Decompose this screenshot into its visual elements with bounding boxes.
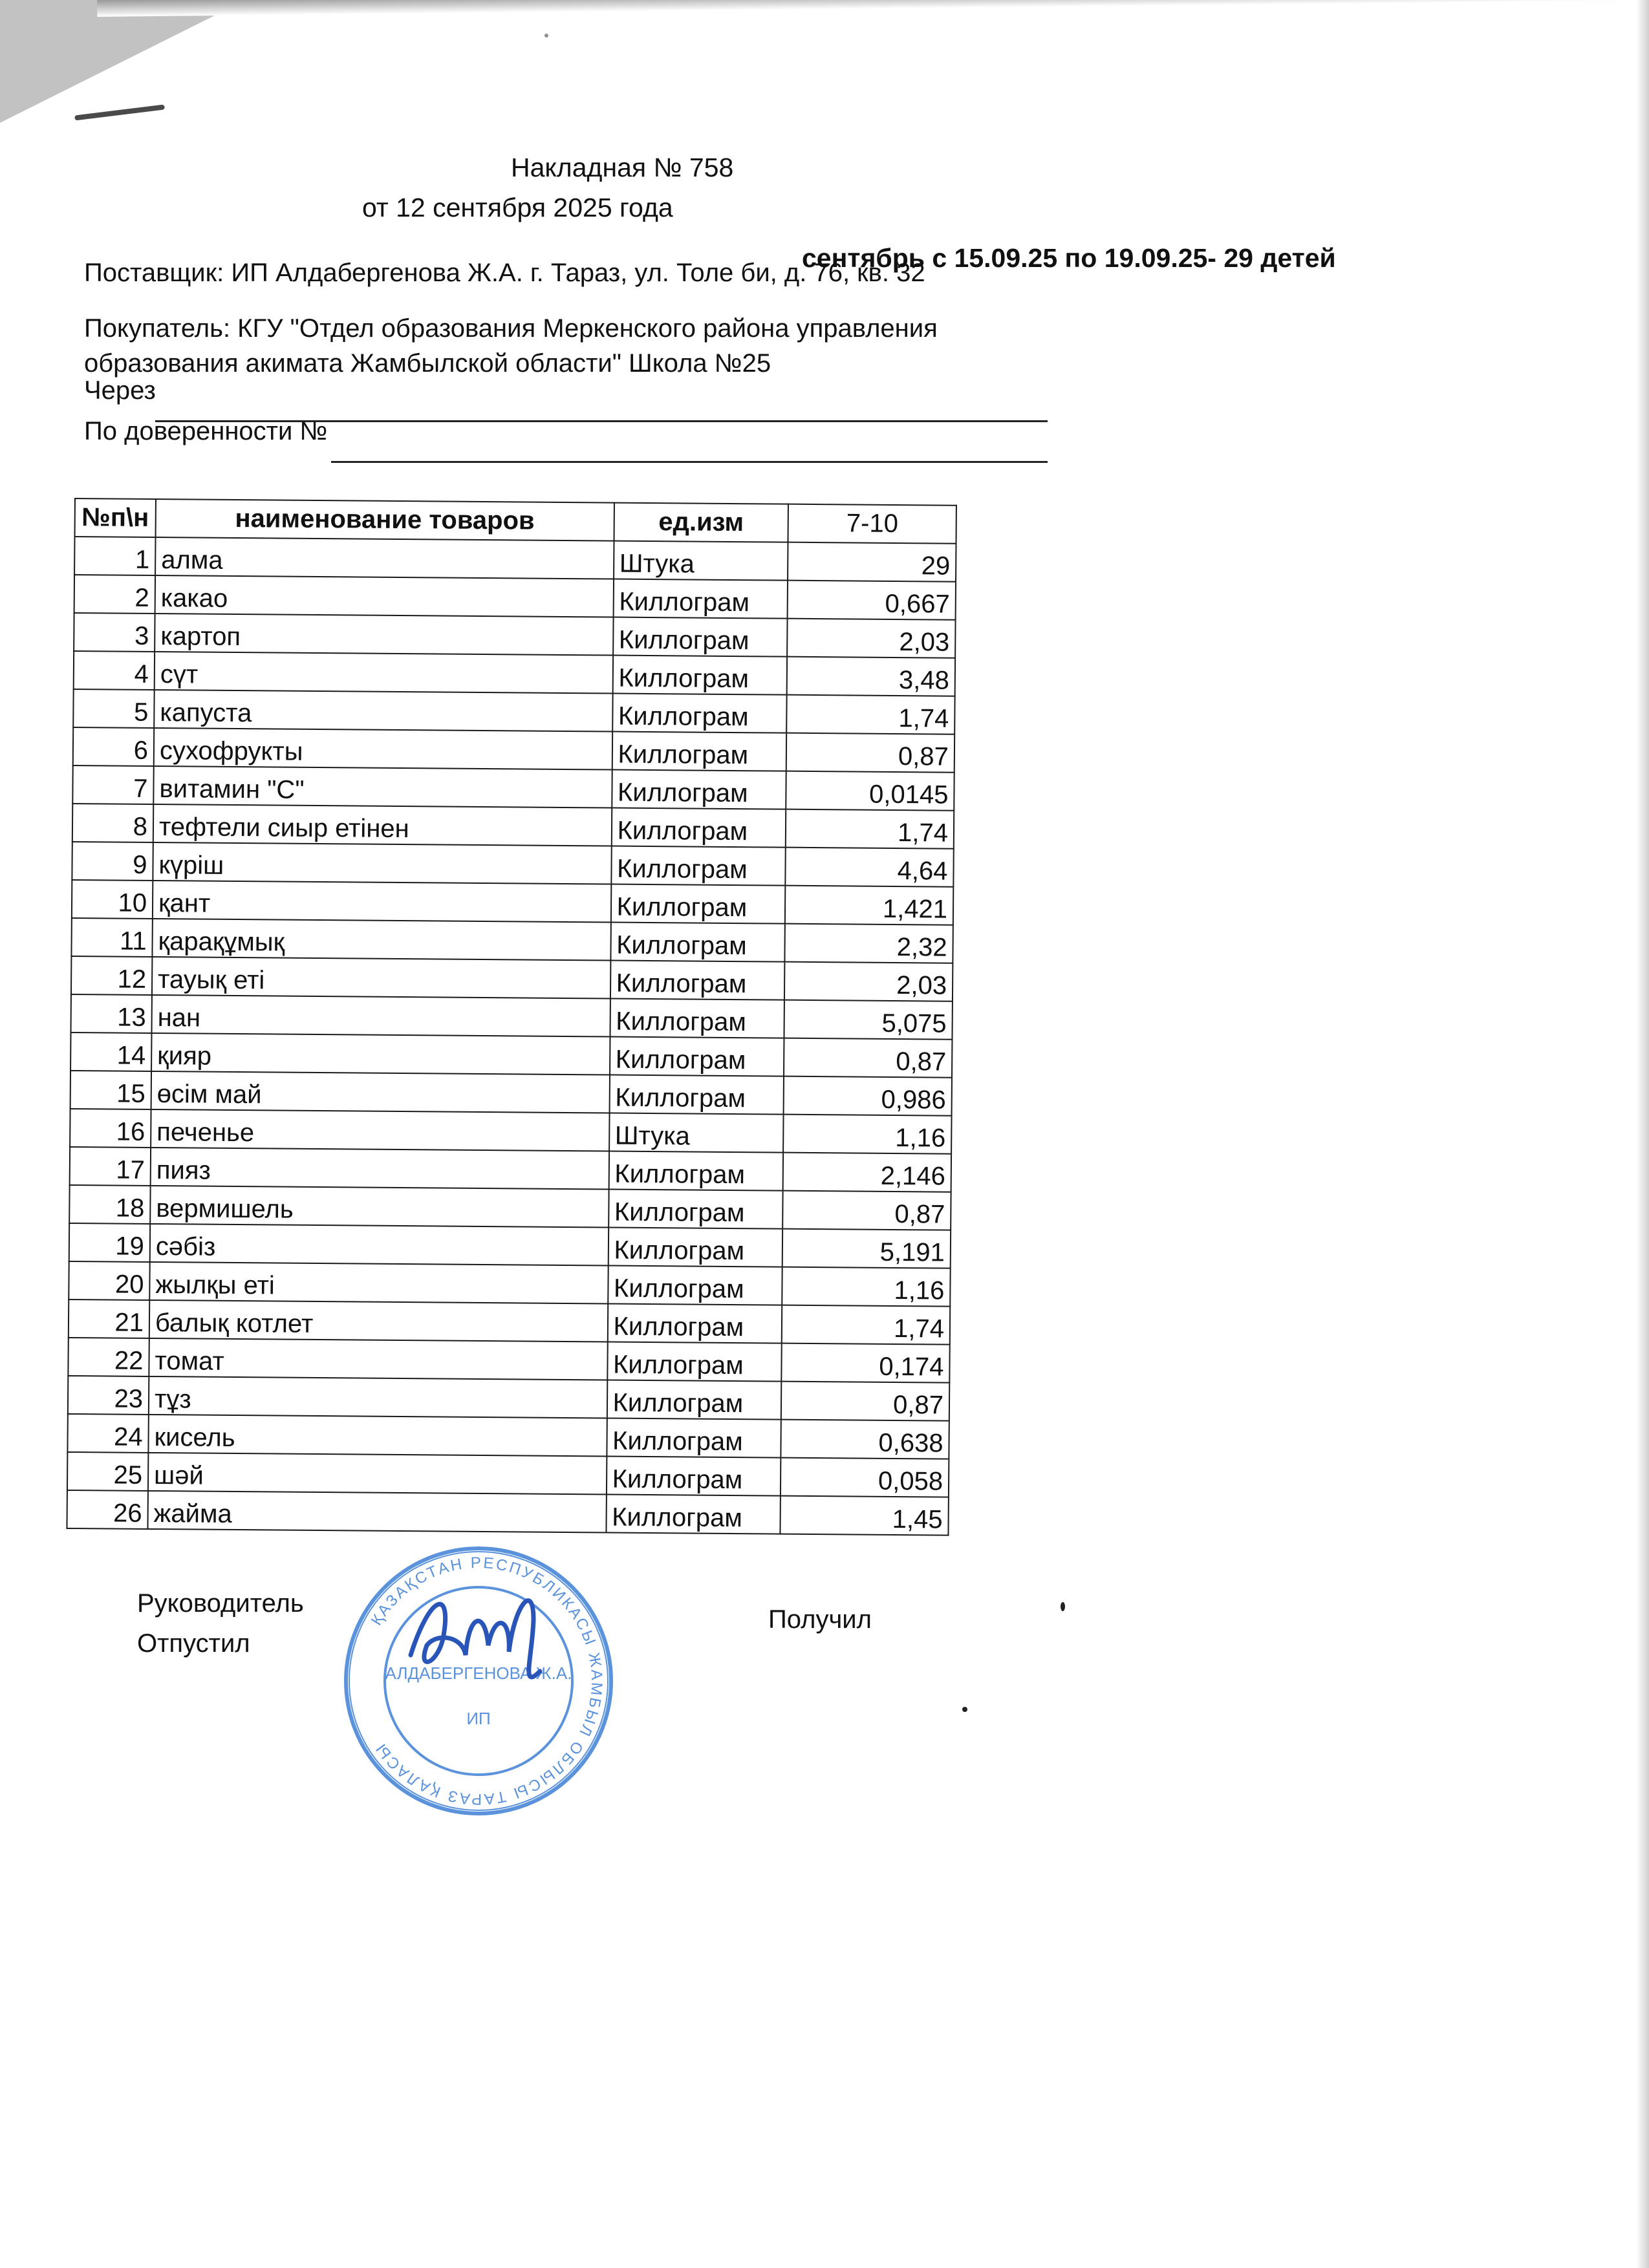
row-quantity: 1,74 bbox=[787, 695, 955, 734]
row-number: 21 bbox=[69, 1300, 149, 1338]
row-number: 3 bbox=[74, 613, 155, 652]
table-row bbox=[72, 765, 954, 811]
row-unit: Киллограм bbox=[609, 1190, 783, 1229]
row-quantity: 0,986 bbox=[784, 1076, 952, 1116]
row-number: 16 bbox=[70, 1109, 151, 1148]
row-goods-name: алма bbox=[155, 537, 614, 579]
row-unit: Киллограм bbox=[606, 1495, 781, 1534]
row-quantity: 4,64 bbox=[786, 848, 954, 887]
row-goods-name: жылқы еті bbox=[149, 1262, 608, 1304]
row-quantity: 3,48 bbox=[787, 657, 955, 696]
buyer-line-2: образования акимата Жамбылской области" Школа №25 bbox=[84, 349, 771, 378]
row-number: 22 bbox=[68, 1338, 149, 1376]
row-unit: Штука bbox=[614, 541, 788, 581]
row-quantity: 1,45 bbox=[781, 1496, 949, 1535]
row-unit: Киллограм bbox=[607, 1380, 781, 1420]
row-unit: Киллограм bbox=[612, 656, 787, 695]
table-row bbox=[67, 1414, 949, 1459]
table-row bbox=[69, 1261, 950, 1307]
row-unit: Киллограм bbox=[610, 999, 784, 1038]
row-unit: Киллограм bbox=[613, 617, 788, 657]
buyer-line-1: Покупатель: КГУ "Отдел образования Меркенского района управления bbox=[84, 314, 938, 343]
row-goods-name: тефтели сиыр етінен bbox=[153, 804, 612, 846]
row-goods-name: какао bbox=[155, 575, 614, 617]
invoice-period: сентябрь с 15.09.25 по 19.09.25- 29 детей bbox=[802, 243, 1336, 273]
company-stamp bbox=[339, 1542, 618, 1820]
head-signature-label: Руководитель bbox=[137, 1589, 304, 1618]
row-unit: Киллограм bbox=[609, 1151, 783, 1191]
table-row bbox=[71, 918, 953, 963]
row-unit: Киллограм bbox=[613, 579, 788, 619]
row-unit: Киллограм bbox=[610, 1037, 784, 1076]
scan-corner-shadow bbox=[0, 0, 246, 123]
row-goods-name: қияр bbox=[151, 1033, 610, 1075]
received-signature-label: Получил bbox=[768, 1605, 872, 1634]
row-unit: Киллограм bbox=[610, 961, 785, 1000]
row-number: 13 bbox=[71, 994, 152, 1033]
row-number: 15 bbox=[70, 1071, 151, 1109]
row-unit: Киллограм bbox=[611, 808, 786, 848]
proxy-fill-line bbox=[331, 461, 1048, 463]
row-number: 5 bbox=[73, 689, 154, 728]
row-goods-name: тұз bbox=[149, 1376, 607, 1418]
stamp-bottom-text: ИП bbox=[466, 1709, 491, 1728]
row-number: 17 bbox=[70, 1147, 151, 1186]
proxy-label: По доверенности № bbox=[84, 417, 328, 445]
row-goods-name: капуста bbox=[154, 690, 612, 732]
table-row bbox=[67, 1452, 949, 1497]
table-row bbox=[71, 994, 953, 1040]
row-goods-name: сүт bbox=[155, 652, 613, 694]
via-label: Через bbox=[84, 376, 156, 405]
row-number: 23 bbox=[68, 1376, 149, 1415]
row-goods-name: печенье bbox=[151, 1109, 609, 1151]
header-number: №п\н bbox=[75, 498, 156, 537]
row-number: 9 bbox=[72, 842, 153, 881]
row-unit: Штука bbox=[609, 1113, 784, 1153]
row-quantity: 1,16 bbox=[782, 1267, 951, 1307]
row-goods-name: балық котлет bbox=[149, 1300, 608, 1342]
table-row bbox=[70, 1071, 952, 1116]
row-goods-name: шәй bbox=[148, 1453, 607, 1495]
row-unit: Киллограм bbox=[610, 884, 785, 924]
row-goods-name: қант bbox=[153, 881, 611, 923]
row-quantity: 2,146 bbox=[783, 1153, 951, 1192]
scan-speck bbox=[544, 34, 548, 37]
row-quantity: 2,03 bbox=[784, 962, 953, 1001]
row-quantity: 1,16 bbox=[783, 1115, 951, 1154]
row-unit: Киллограм bbox=[609, 1075, 784, 1115]
row-number: 7 bbox=[72, 765, 153, 804]
invoice-title: Накладная № 758 bbox=[511, 153, 734, 182]
table-row bbox=[69, 1300, 950, 1345]
row-number: 25 bbox=[67, 1452, 148, 1491]
row-quantity: 0,174 bbox=[782, 1343, 950, 1383]
table-row bbox=[72, 880, 953, 925]
row-goods-name: пияз bbox=[151, 1148, 609, 1190]
row-quantity: 2,32 bbox=[785, 924, 953, 963]
scan-right-edge bbox=[1636, 0, 1649, 2268]
table-row bbox=[74, 651, 955, 696]
row-unit: Киллограм bbox=[606, 1457, 781, 1496]
row-number: 20 bbox=[69, 1261, 149, 1300]
row-quantity: 0,87 bbox=[783, 1191, 951, 1230]
row-goods-name: тауық еті bbox=[152, 957, 610, 999]
row-number: 18 bbox=[69, 1185, 150, 1224]
table-row bbox=[71, 956, 953, 1001]
row-number: 24 bbox=[67, 1414, 148, 1453]
row-goods-name: күріш bbox=[153, 842, 611, 884]
row-unit: Киллограм bbox=[610, 923, 785, 962]
invoice-date: от 12 сентября 2025 года bbox=[362, 193, 673, 222]
row-goods-name: өсім май bbox=[151, 1071, 610, 1113]
row-goods-name: сәбіз bbox=[150, 1224, 609, 1266]
row-goods-name: жайма bbox=[147, 1491, 606, 1533]
scan-speck bbox=[962, 1707, 967, 1712]
row-quantity: 0,87 bbox=[786, 733, 954, 773]
row-unit: Киллограм bbox=[607, 1342, 782, 1382]
row-unit: Киллограм bbox=[608, 1266, 782, 1305]
row-number: 1 bbox=[74, 537, 155, 575]
row-unit: Киллограм bbox=[612, 732, 786, 771]
row-goods-name: сухофрукты bbox=[154, 728, 612, 770]
table-row bbox=[70, 1147, 951, 1192]
row-unit: Киллограм bbox=[612, 770, 786, 809]
stamp-inner-text: АЛДАБЕРГЕНОВА Ж.А. bbox=[385, 1664, 572, 1683]
row-number: 10 bbox=[72, 880, 153, 919]
table-row bbox=[69, 1223, 951, 1268]
row-number: 2 bbox=[74, 575, 155, 614]
row-number: 4 bbox=[74, 651, 155, 690]
table-row bbox=[74, 537, 956, 582]
row-number: 26 bbox=[67, 1490, 147, 1529]
row-goods-name: кисель bbox=[148, 1415, 607, 1457]
row-goods-name: томат bbox=[149, 1338, 607, 1380]
header-quantity: 7-10 bbox=[788, 504, 956, 544]
supplier-line: Поставщик: ИП Алдабергенова Ж.А. г. Тараз, ул. Толе би, д. 76, кв. 32 bbox=[84, 259, 925, 287]
table-row bbox=[74, 575, 956, 620]
table-row bbox=[68, 1338, 949, 1383]
header-goods-name: наименование товаров bbox=[156, 499, 614, 541]
row-unit: Киллограм bbox=[612, 694, 787, 733]
table-row bbox=[72, 842, 953, 887]
row-number: 11 bbox=[71, 918, 152, 957]
table-row bbox=[72, 804, 954, 849]
table-row bbox=[73, 689, 954, 734]
row-quantity: 0,87 bbox=[784, 1038, 952, 1078]
released-signature-label: Отпустил bbox=[137, 1629, 250, 1658]
row-number: 14 bbox=[70, 1032, 151, 1071]
row-quantity: 0,0145 bbox=[786, 771, 954, 811]
table-row bbox=[69, 1185, 951, 1230]
goods-table bbox=[66, 498, 956, 1536]
table-body bbox=[67, 537, 956, 1535]
table-row bbox=[74, 613, 955, 658]
scan-top-edge bbox=[97, 0, 1649, 17]
row-quantity: 2,03 bbox=[787, 619, 955, 658]
row-goods-name: витамин "С" bbox=[153, 766, 612, 808]
row-quantity: 1,421 bbox=[785, 886, 953, 925]
row-quantity: 1,74 bbox=[786, 809, 954, 849]
header-unit: ед.изм bbox=[614, 503, 788, 542]
row-goods-name: нан bbox=[151, 995, 610, 1037]
row-unit: Киллограм bbox=[607, 1304, 782, 1343]
row-goods-name: вермишель bbox=[150, 1186, 609, 1228]
table-row bbox=[70, 1032, 952, 1078]
row-goods-name: қарақұмық bbox=[152, 919, 610, 961]
table-row bbox=[68, 1376, 949, 1421]
row-quantity: 1,74 bbox=[782, 1305, 950, 1345]
row-goods-name: картоп bbox=[155, 614, 613, 656]
table-row bbox=[70, 1109, 951, 1154]
row-number: 8 bbox=[72, 804, 153, 842]
row-number: 19 bbox=[69, 1223, 150, 1262]
row-quantity: 0,87 bbox=[781, 1382, 949, 1421]
scan-speck bbox=[1061, 1602, 1065, 1611]
table-header-row bbox=[75, 498, 956, 544]
row-number: 12 bbox=[71, 956, 152, 995]
row-quantity: 29 bbox=[788, 542, 956, 582]
row-quantity: 5,075 bbox=[784, 1000, 953, 1040]
row-quantity: 0,058 bbox=[781, 1458, 949, 1497]
row-quantity: 5,191 bbox=[782, 1229, 951, 1268]
row-number: 6 bbox=[73, 727, 154, 766]
row-quantity: 0,638 bbox=[781, 1420, 949, 1459]
table-row bbox=[67, 1490, 948, 1535]
stamp-outer-text: ҚАЗАҚСТАН РЕСПУБЛИКАСЫ ЖАМБЫЛ ОБЛЫСЫ ТАРАЗ ҚАЛАСЫ bbox=[367, 1554, 606, 1808]
table-row bbox=[73, 727, 954, 773]
row-quantity: 0,667 bbox=[788, 581, 956, 620]
row-unit: Киллограм bbox=[607, 1418, 781, 1458]
row-unit: Киллограм bbox=[611, 846, 786, 886]
row-unit: Киллограм bbox=[608, 1228, 782, 1267]
